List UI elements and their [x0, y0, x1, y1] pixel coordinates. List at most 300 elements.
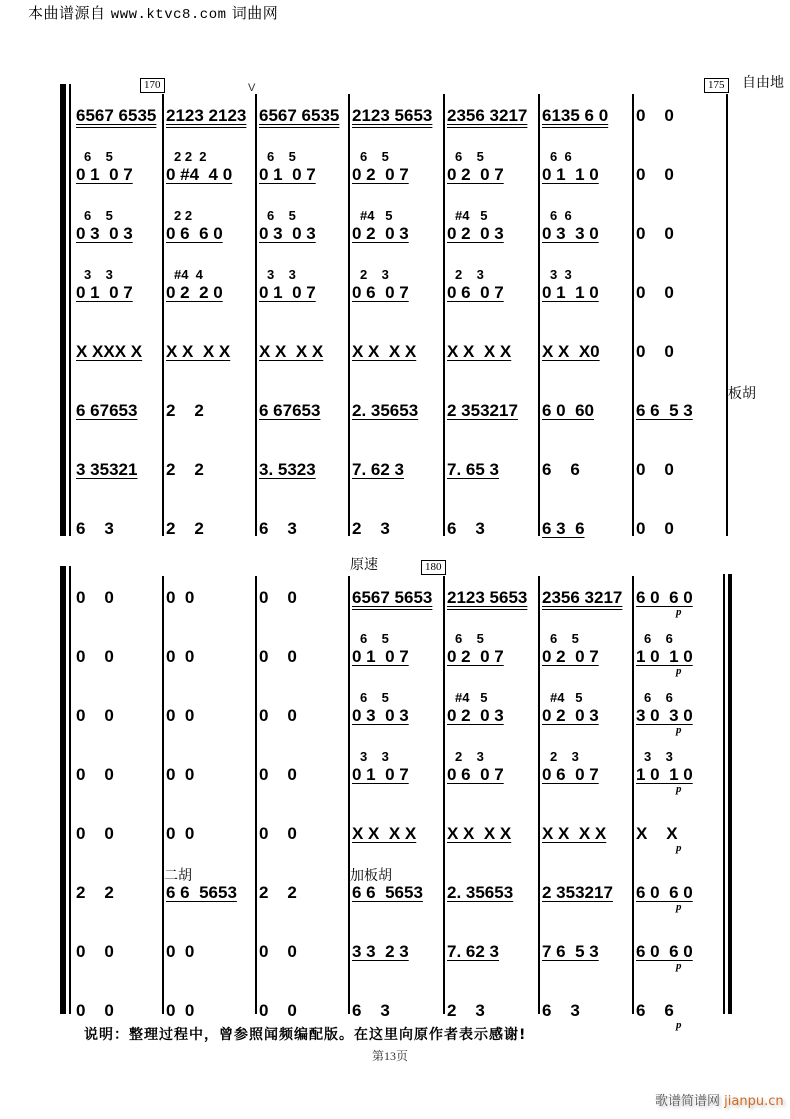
barline: [162, 94, 164, 536]
notation-text: 2 2: [166, 519, 204, 538]
notation-text: 2356 3217: [542, 588, 623, 607]
notation-cell: [76, 342, 142, 362]
notation-text: 6 0 60: [542, 401, 594, 420]
notation-text: 6 67653: [259, 401, 321, 420]
notation-text: 0 0: [76, 942, 114, 961]
notation-cell: [447, 647, 504, 667]
notation-cell: [259, 824, 297, 844]
notation-cell: [447, 106, 527, 126]
notation-text: 0 1 0 7: [76, 165, 133, 184]
notation-cell: [259, 706, 297, 726]
notation-text: 6 3 6: [542, 519, 585, 538]
rehearsal-mark: 170: [140, 78, 165, 93]
chord-tone: 6 5: [84, 208, 113, 223]
chord-tone: 6 5: [360, 149, 389, 164]
notation-cell: [542, 519, 585, 539]
instrument-annotation: 原速: [350, 557, 378, 573]
notation-text: 6 3: [447, 519, 485, 538]
chord-tone: 2 3: [550, 749, 579, 764]
notation-text: 7 6 5 3: [542, 942, 599, 961]
barline: [162, 576, 164, 1014]
notation-cell: [76, 588, 114, 608]
notation-text: 7. 62 3: [352, 460, 404, 479]
chord-tone: #4 5: [360, 208, 393, 223]
notation-text: 0 3 3 0: [542, 224, 599, 243]
notation-cell: [76, 647, 114, 667]
dynamic-piano: p: [676, 665, 682, 677]
notation-cell: [352, 106, 432, 126]
notation-text: 6 6 5653: [352, 883, 423, 902]
final-barline-thick: [728, 574, 732, 1014]
notation-cell: [352, 706, 409, 726]
chord-tone: 3 3: [644, 749, 673, 764]
notation-cell: [76, 706, 114, 726]
notation-text: 0 0: [636, 519, 674, 538]
chord-tone: 6 5: [455, 149, 484, 164]
notation-text: 2. 35653: [352, 401, 419, 420]
notation-text: 0 2 0 7: [447, 647, 504, 666]
notation-text: 0 0: [166, 706, 195, 725]
notation-cell: [542, 460, 580, 480]
dynamic-piano: p: [676, 783, 682, 795]
notation-cell: [352, 883, 423, 903]
notation-text: 0 2 0 3: [447, 706, 504, 725]
notation-text: 0 0: [76, 647, 114, 666]
notation-text: 0 0: [259, 588, 297, 607]
notation-cell: [259, 647, 297, 667]
notation-cell: [447, 824, 511, 844]
notation-text: 2 2: [259, 883, 297, 902]
notation-cell: [352, 224, 409, 244]
chord-tone: 6 5: [267, 149, 296, 164]
instrument-annotation: 自由地: [742, 75, 784, 91]
notation-cell: [542, 224, 599, 244]
notation-text: 0 1 0 7: [259, 283, 316, 302]
notation-text: 7. 62 3: [447, 942, 499, 961]
notation-text: 2 2: [166, 460, 204, 479]
barline: [255, 94, 257, 536]
notation-cell: [76, 883, 114, 903]
notation-cell: [542, 824, 606, 844]
barline: [632, 94, 634, 536]
notation-text: 0 0: [636, 106, 674, 125]
notation-cell: [352, 588, 432, 608]
notation-cell: [542, 106, 608, 126]
footer-note: 说明：整理过程中，曾参照闻频编配版。在这里向原作者表示感谢!: [84, 1027, 527, 1043]
notation-cell: [166, 519, 204, 539]
chord-tone: 3 3: [550, 267, 572, 282]
watermark: [655, 1090, 784, 1109]
notation-cell: [76, 401, 137, 421]
notation-text: 0 0: [166, 647, 195, 666]
notation-cell: [352, 647, 409, 667]
notation-text: 0 0: [636, 283, 674, 302]
notation-cell: [636, 883, 693, 903]
notation-cell: [352, 165, 409, 185]
chord-tone: 6 5: [360, 690, 389, 705]
notation-cell: [636, 165, 674, 185]
notation-text: X XXX X: [76, 342, 143, 361]
notation-text: 0 0: [636, 165, 674, 184]
notation-cell: [76, 1001, 114, 1021]
barline: [348, 576, 350, 1014]
notation-cell: [636, 706, 693, 726]
notation-text: 0 0: [76, 1001, 114, 1020]
chord-tone: #4 4: [174, 267, 203, 282]
notation-cell: [447, 401, 518, 421]
notation-text: 0 3 0 3: [76, 224, 133, 243]
notation-text: 0 2 0 7: [542, 647, 599, 666]
notation-text: 0 0: [259, 765, 297, 784]
notation-text: 0 0: [166, 588, 195, 607]
notation-text: 7. 65 3: [447, 460, 499, 479]
notation-text: 0 1 0 7: [259, 165, 316, 184]
notation-text: 0 1 0 7: [76, 283, 133, 302]
chord-tone: #4 5: [455, 690, 488, 705]
notation-cell: [636, 824, 678, 844]
notation-cell: [447, 765, 504, 785]
notation-text: 0 6 0 7: [447, 765, 504, 784]
barline: [632, 576, 634, 1014]
notation-text: 2 3: [352, 519, 390, 538]
notation-cell: [352, 765, 409, 785]
notation-cell: [636, 942, 693, 962]
notation-cell: [636, 460, 674, 480]
chord-tone: 6 5: [84, 149, 113, 164]
system-bracket-line: [69, 566, 71, 1014]
chord-tone: 2 3: [455, 267, 484, 282]
notation-cell: [76, 765, 114, 785]
barline: [348, 94, 350, 536]
notation-text: 6567 5653: [352, 588, 433, 607]
rehearsal-mark: 180: [421, 560, 446, 575]
notation-text: 6 0 6 0: [636, 942, 693, 961]
barline: [443, 94, 445, 536]
notation-text: 0 0: [166, 824, 195, 843]
notation-cell: [76, 519, 114, 539]
chord-tone: 3 3: [84, 267, 113, 282]
notation-cell: [166, 588, 194, 608]
source-prefix: 本曲谱源自: [28, 4, 106, 22]
chord-tone: 6 6: [644, 631, 673, 646]
notation-cell: [259, 588, 297, 608]
notation-text: 0 2 0 3: [542, 706, 599, 725]
notation-text: X X X X: [447, 824, 512, 843]
notation-text: 6567 6535: [259, 106, 340, 125]
dynamic-piano: p: [676, 724, 682, 736]
notation-text: 0 0: [76, 824, 114, 843]
notation-cell: [259, 224, 316, 244]
notation-text: 0 2 0 3: [447, 224, 504, 243]
notation-text: 3 3 2 3: [352, 942, 409, 961]
notation-cell: [352, 1001, 390, 1021]
notation-text: 0 3 0 3: [352, 706, 409, 725]
chord-tone: 2 3: [455, 749, 484, 764]
notation-text: 6 0 6 0: [636, 588, 693, 607]
notation-cell: [259, 165, 316, 185]
notation-text: 0 2 0 7: [447, 165, 504, 184]
chord-tone: 6 5: [360, 631, 389, 646]
notation-cell: [542, 165, 599, 185]
notation-text: 0 0: [76, 588, 114, 607]
chord-tone: 2 2 2: [174, 149, 207, 164]
chord-tone: #4 5: [550, 690, 583, 705]
notation-cell: [636, 519, 674, 539]
notation-cell: [166, 460, 204, 480]
notation-text: 0 6 6 0: [166, 224, 223, 243]
notation-text: 6 0 6 0: [636, 883, 693, 902]
watermark-site: jianpu.cn: [724, 1094, 784, 1109]
barline: [726, 94, 728, 536]
notation-cell: [166, 106, 246, 126]
notation-text: 0 0: [259, 824, 297, 843]
chord-tone: 3 3: [360, 749, 389, 764]
notation-text: 3 35321: [76, 460, 138, 479]
chord-tone: 6 6: [644, 690, 673, 705]
notation-text: 6 6: [542, 460, 580, 479]
notation-cell: [542, 647, 599, 667]
notation-text: 6135 6 0: [542, 106, 609, 125]
barline: [255, 576, 257, 1014]
notation-text: 2123 2123: [166, 106, 247, 125]
instrument-annotation: 板胡: [728, 386, 756, 402]
notation-cell: [352, 342, 416, 362]
notation-text: 0 6 0 7: [447, 283, 504, 302]
notation-cell: [636, 765, 693, 785]
notation-cell: [636, 283, 674, 303]
notation-cell: [636, 342, 674, 362]
notation-text: X X X X: [447, 342, 512, 361]
notation-cell: [352, 283, 409, 303]
notation-cell: [542, 342, 600, 362]
notation-cell: [259, 1001, 297, 1021]
notation-text: 6 6 5 3: [636, 401, 693, 420]
notation-text: 0 0: [259, 1001, 297, 1020]
notation-text: 0 0: [259, 942, 297, 961]
notation-cell: [76, 224, 133, 244]
notation-cell: [166, 401, 204, 421]
notation-text: 0 1 1 0: [542, 283, 599, 302]
notation-text: 0 0: [166, 1001, 195, 1020]
score-system-1: [60, 75, 790, 538]
dynamic-piano: p: [676, 606, 682, 618]
watermark-cn: 歌谱简谱网: [655, 1094, 721, 1109]
notation-text: 2. 35653: [447, 883, 514, 902]
notation-cell: [259, 883, 297, 903]
notation-text: 2 3: [447, 1001, 485, 1020]
notation-cell: [542, 942, 599, 962]
notation-cell: [447, 706, 504, 726]
notation-text: 0 0: [76, 765, 114, 784]
notation-cell: [259, 283, 316, 303]
notation-text: 0 0: [166, 765, 195, 784]
notation-cell: [166, 647, 194, 667]
notation-text: 0 6 0 7: [542, 765, 599, 784]
notation-text: 2356 3217: [447, 106, 528, 125]
notation-cell: [166, 765, 194, 785]
chord-tone: 3 3: [267, 267, 296, 282]
notation-cell: [76, 283, 133, 303]
notation-cell: [542, 706, 599, 726]
notation-text: 0 2 2 0: [166, 283, 223, 302]
rehearsal-mark: 175: [704, 78, 729, 93]
notation-cell: [259, 460, 316, 480]
notation-text: 2 353217: [542, 883, 613, 902]
notation-cell: [636, 106, 674, 126]
chord-tone: 6 6: [550, 208, 572, 223]
notation-text: 0 0: [166, 942, 195, 961]
chord-tone: #4 5: [455, 208, 488, 223]
notation-cell: [259, 942, 297, 962]
page-number: 第13页: [372, 1049, 409, 1063]
notation-cell: [352, 460, 404, 480]
notation-text: X X X X: [352, 342, 417, 361]
notation-cell: [447, 342, 511, 362]
notation-cell: [352, 942, 409, 962]
notation-cell: [447, 224, 504, 244]
notation-text: 1 0 1 0: [636, 647, 693, 666]
barline: [538, 576, 540, 1014]
dynamic-piano: p: [676, 1019, 682, 1031]
notation-cell: [352, 824, 416, 844]
chord-tone: 2 2: [174, 208, 193, 223]
notation-text: 6 6 5653: [166, 883, 237, 902]
notation-cell: [259, 519, 297, 539]
notation-text: 6 3: [352, 1001, 390, 1020]
notation-text: 6 3: [76, 519, 114, 538]
notation-cell: [166, 706, 194, 726]
chord-tone: 2 3: [360, 267, 389, 282]
notation-cell: [447, 165, 504, 185]
notation-cell: [636, 588, 693, 608]
notation-text: 0 0: [259, 647, 297, 666]
notation-cell: [166, 824, 194, 844]
notation-text: 0 1 0 7: [352, 765, 409, 784]
notation-text: 1 0 1 0: [636, 765, 693, 784]
chord-tone: 6 5: [267, 208, 296, 223]
notation-text: 0 2 0 3: [352, 224, 409, 243]
score-system-2: [60, 557, 790, 1031]
notation-cell: [166, 883, 237, 903]
notation-cell: [76, 824, 114, 844]
notation-cell: [76, 106, 156, 126]
notation-text: X X X X: [166, 342, 231, 361]
notation-text: 6567 6535: [76, 106, 157, 125]
notation-cell: [636, 1001, 674, 1021]
source-url[interactable]: www.ktvc8.com: [110, 7, 227, 23]
notation-text: 2 2: [166, 401, 204, 420]
notation-cell: [447, 519, 485, 539]
notation-cell: [636, 224, 674, 244]
notation-cell: [542, 401, 594, 421]
notation-cell: [542, 1001, 580, 1021]
notation-cell: [259, 342, 323, 362]
breath-mark: V: [248, 82, 256, 94]
instrument-annotation: 二胡: [164, 868, 192, 884]
notation-text: X X X X: [259, 342, 324, 361]
notation-text: 0 6 0 7: [352, 283, 409, 302]
notation-text: 0 0: [636, 460, 674, 479]
notation-cell: [166, 283, 223, 303]
notation-cell: [166, 942, 194, 962]
notation-text: 2 353217: [447, 401, 518, 420]
notation-cell: [447, 283, 504, 303]
chord-tone: 6 5: [550, 631, 579, 646]
notation-cell: [259, 401, 320, 421]
notation-cell: [166, 342, 230, 362]
notation-cell: [542, 765, 599, 785]
notation-text: 3. 5323: [259, 460, 316, 479]
notation-text: X X: [636, 824, 678, 843]
notation-cell: [352, 401, 418, 421]
source-suffix: 词曲网: [231, 4, 279, 22]
notation-cell: [447, 1001, 485, 1021]
notation-text: 0 0: [636, 224, 674, 243]
notation-text: 6 6: [636, 1001, 674, 1020]
notation-cell: [636, 401, 693, 421]
notation-text: 0 1 0 7: [352, 647, 409, 666]
notation-text: X X X X: [542, 824, 607, 843]
notation-text: 2123 5653: [447, 588, 528, 607]
notation-cell: [76, 942, 114, 962]
notation-cell: [259, 106, 339, 126]
chord-tone: 6 5: [455, 631, 484, 646]
notation-text: 0 0: [259, 706, 297, 725]
notation-text: X X X0: [542, 342, 600, 361]
notation-cell: [542, 283, 599, 303]
dynamic-piano: p: [676, 960, 682, 972]
instrument-annotation: 加板胡: [350, 868, 392, 884]
notation-text: 0 3 0 3: [259, 224, 316, 243]
final-barline-thin: [723, 574, 725, 1014]
notation-cell: [166, 224, 223, 244]
notation-cell: [166, 1001, 194, 1021]
notation-text: 2123 5653: [352, 106, 433, 125]
dynamic-piano: p: [676, 842, 682, 854]
notation-cell: [636, 647, 693, 667]
notation-text: 6 3: [542, 1001, 580, 1020]
notation-cell: [447, 460, 499, 480]
notation-text: 2 2: [76, 883, 114, 902]
notation-cell: [542, 588, 622, 608]
chord-tone: 6 6: [550, 149, 572, 164]
notation-cell: [447, 588, 527, 608]
notation-cell: [352, 519, 390, 539]
notation-text: 0 1 1 0: [542, 165, 599, 184]
barline: [538, 94, 540, 536]
notation-cell: [166, 165, 232, 185]
notation-cell: [542, 883, 613, 903]
notation-text: 3 0 3 0: [636, 706, 693, 725]
dynamic-piano: p: [676, 901, 682, 913]
notation-cell: [447, 883, 513, 903]
system-bracket-line: [69, 84, 71, 536]
barline: [443, 576, 445, 1014]
system-brace: [60, 84, 66, 536]
notation-text: 6 3: [259, 519, 297, 538]
notation-cell: [447, 942, 499, 962]
notation-text: X X X X: [352, 824, 417, 843]
notation-cell: [76, 460, 137, 480]
notation-text: 6 67653: [76, 401, 138, 420]
system-brace: [60, 566, 66, 1014]
notation-text: 0 2 0 7: [352, 165, 409, 184]
notation-text: 0 0: [636, 342, 674, 361]
notation-text: 0 0: [76, 706, 114, 725]
notation-text: 0 #4 4 0: [166, 165, 233, 184]
notation-cell: [259, 765, 297, 785]
source-line: [28, 2, 278, 23]
